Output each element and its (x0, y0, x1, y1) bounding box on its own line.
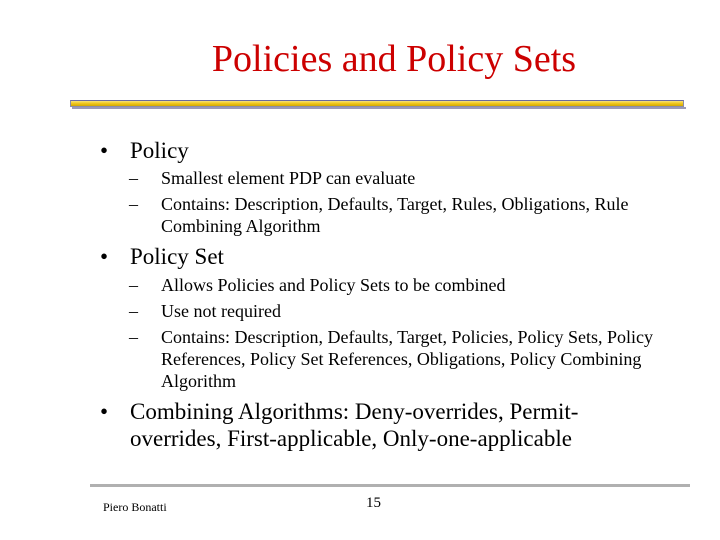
footer-rule (90, 484, 690, 487)
dash-glyph: – (129, 275, 138, 295)
sub-bullet-text: Contains: Description, Defaults, Target, Rules, Obligations, Rule Combining Algorithm (161, 194, 629, 236)
bullet-text: Policy (130, 138, 189, 163)
bullet-glyph: • (100, 138, 109, 163)
sub-bullet-text: Smallest element PDP can evaluate (161, 168, 416, 188)
slide-title: Policies and Policy Sets (211, 38, 577, 80)
bullet-text: Combining Algorithms: Deny-overrides, Permit-overrides, First-applicable, Only-one-applicable (130, 399, 579, 451)
sub-bullet-text: Use not required (161, 301, 281, 321)
sub-bullet-text: Contains: Description, Defaults, Target, Policies, Policy Sets, Policy References, Policy Set References, Obligations, Policy Combining Algorithm (161, 327, 654, 391)
bullet-glyph: • (100, 399, 109, 424)
sub-bullet-text: Allows Policies and Policy Sets to be combined (161, 275, 506, 295)
dash-glyph: – (129, 301, 138, 321)
footer-author: Piero Bonatti (103, 500, 167, 514)
bullet-text: Policy Set (130, 244, 224, 269)
title-underline-shadow (72, 107, 686, 109)
dash-glyph: – (129, 194, 138, 214)
dash-glyph: – (129, 168, 138, 188)
title-underline-bar (70, 100, 684, 107)
bullet-glyph: • (100, 244, 109, 269)
page-number: 15 (366, 495, 381, 511)
dash-glyph: – (129, 327, 138, 347)
